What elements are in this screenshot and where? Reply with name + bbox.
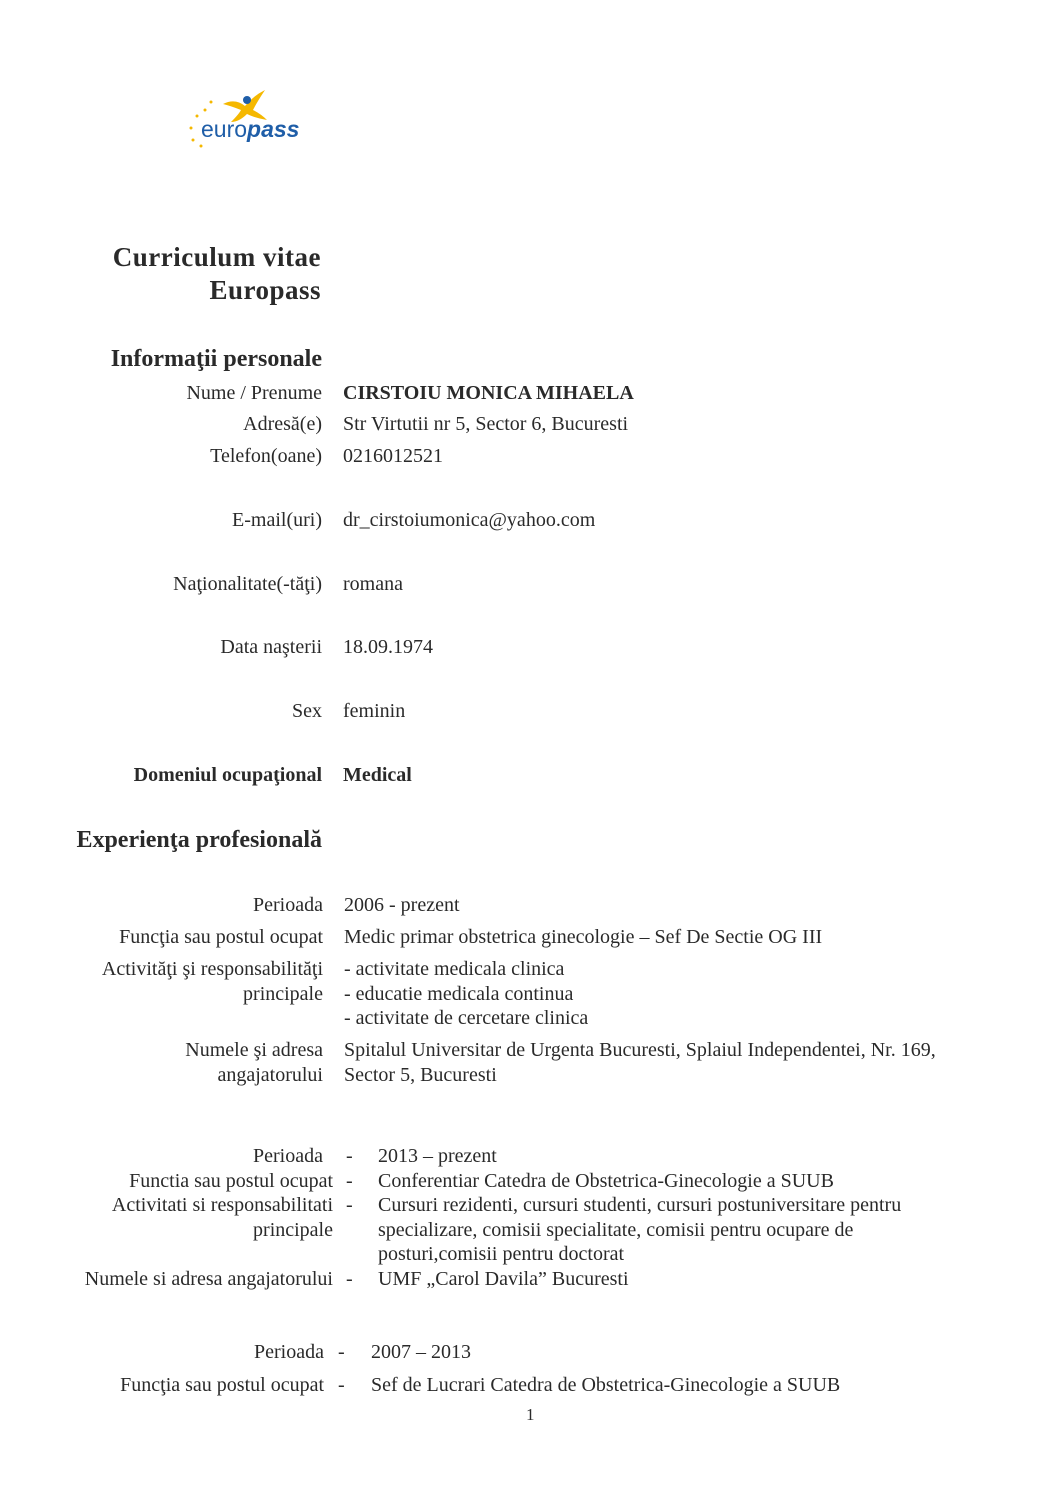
europass-logo: [183, 84, 308, 154]
nationality-label: Naţionalitate(-tăţi): [173, 573, 322, 595]
job3-period: 2007 – 2013: [371, 1341, 471, 1363]
occupational-domain-value: Medical: [343, 764, 412, 786]
job3-function-label: Funcţia sau postul ocupat: [120, 1374, 324, 1396]
occupational-domain-label: Domeniul ocupaţional: [133, 764, 322, 786]
birthdate-value: 18.09.1974: [343, 636, 433, 658]
job1-employer-label-2: angajatorului: [217, 1064, 323, 1086]
name-value: CIRSTOIU MONICA MIHAELA: [343, 382, 634, 404]
job2-activities-label-2: principale: [253, 1219, 333, 1241]
cv-title-line2: Europass: [209, 275, 321, 305]
job2-dash: -: [346, 1194, 353, 1216]
job3-dash: -: [338, 1341, 345, 1363]
job2-employer: UMF „Carol Davila” Bucuresti: [378, 1268, 629, 1290]
job2-dash: -: [346, 1268, 353, 1290]
job1-employer-2: Sector 5, Bucuresti: [344, 1064, 497, 1086]
job2-dash: -: [346, 1145, 353, 1167]
birthdate-label: Data naşterii: [220, 636, 322, 658]
job2-function-label: Functia sau postul ocupat: [129, 1170, 333, 1192]
job2-activities-label: Activitati si responsabilitati: [111, 1194, 333, 1216]
sex-value: feminin: [343, 700, 406, 722]
cv-title-line1: Curriculum vitae: [112, 242, 321, 272]
job2-activity: Cursuri rezidenti, cursuri studenti, cursuri postuniversitare pentru: [378, 1194, 902, 1216]
job2-activity: posturi,comisii pentru doctorat: [378, 1243, 625, 1265]
email-label: E-mail(uri): [232, 509, 322, 531]
job2-activity: specializare, comisii specialitate, comisii pentru ocupare de: [378, 1219, 854, 1241]
job1-function: Medic primar obstetrica ginecologie – Sef De Sectie OG III: [344, 926, 823, 948]
phone-value: 0216012521: [343, 445, 443, 467]
nationality-value: romana: [343, 573, 403, 595]
job2-period: 2013 – prezent: [378, 1145, 497, 1167]
job1-activity: - activitate de cercetare clinica: [344, 1007, 589, 1029]
job1-period: 2006 - prezent: [344, 894, 460, 916]
email-value: dr_cirstoiumonica@yahoo.com: [343, 509, 596, 531]
logo-text-pass: pass: [247, 116, 300, 142]
experience-heading: Experienţa profesională: [76, 827, 322, 853]
personal-info-heading: Informaţii personale: [110, 346, 322, 372]
address-label: Adresă(e): [243, 413, 322, 435]
job1-activities-label-2: principale: [243, 983, 323, 1005]
job1-function-label: Funcţia sau postul ocupat: [119, 926, 323, 948]
page-number: 1: [526, 1405, 535, 1424]
phone-label: Telefon(oane): [210, 445, 322, 467]
job1-employer-label: Numele şi adresa: [185, 1039, 323, 1061]
job1-activities-label: Activităţi şi responsabilităţi: [101, 958, 323, 980]
job1-activity: - educatie medicala continua: [344, 983, 574, 1005]
job2-function: Conferentiar Catedra de Obstetrica-Ginecologie a SUUB: [378, 1170, 834, 1192]
job2-period-label: Perioada: [253, 1145, 323, 1167]
job1-period-label: Perioada: [253, 894, 323, 916]
logo-text-euro: euro: [201, 116, 248, 142]
address-value: Str Virtutii nr 5, Sector 6, Bucuresti: [343, 413, 629, 435]
job2-employer-label: Numele si adresa angajatorului: [84, 1268, 333, 1290]
sex-label: Sex: [292, 700, 322, 722]
job3-function: Sef de Lucrari Catedra de Obstetrica-Ginecologie a SUUB: [371, 1374, 841, 1396]
job3-period-label: Perioada: [254, 1341, 324, 1363]
name-label: Nume / Prenume: [186, 382, 322, 404]
job1-activity: - activitate medicala clinica: [344, 958, 565, 980]
job1-employer: Spitalul Universitar de Urgenta Bucuresti, Splaiul Independentei, Nr. 169,: [344, 1039, 936, 1061]
job3-dash: -: [338, 1374, 345, 1396]
job2-dash: -: [346, 1170, 353, 1192]
